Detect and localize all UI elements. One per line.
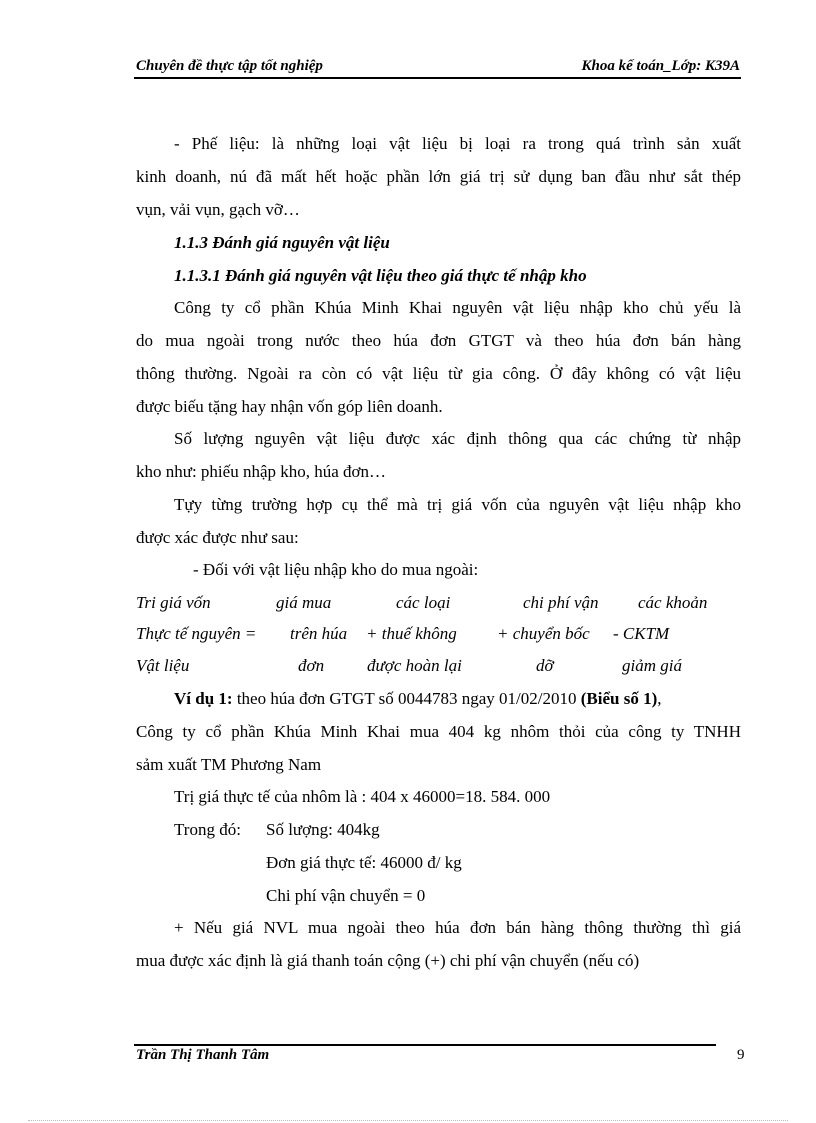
page-number: 9: [737, 1047, 745, 1063]
example-text: theo húa đơn GTGT số 0044783 ngay 01/02/2010: [232, 689, 581, 708]
heading-1-1-3-1: 1.1.3.1 Đánh giá nguyên vật liệu theo giá thực tế nhập kho: [174, 266, 587, 285]
heading-1-1-3: 1.1.3 Đánh giá nguyên vật liệu: [174, 233, 390, 252]
formula-r3c5: giảm giá: [622, 656, 682, 675]
formula-r1c2: giá mua: [276, 593, 332, 612]
formula-r1c5: các khoản: [638, 593, 708, 612]
para2-line1: Công ty cổ phần Khúa Minh Khai nguyên vật liệu nhập kho chủ yếu là: [174, 298, 741, 317]
formula-r3c2: đơn: [298, 656, 325, 675]
para1-line1: - Phế liệu: là những loại vật liệu bị loại ra trong quá trình sản xuất: [174, 134, 741, 153]
formula-r3c1: Vật liệu: [136, 656, 190, 675]
header-rule: [134, 77, 741, 79]
example-ref: (Biểu số 1): [580, 689, 658, 708]
example-line3: sảm xuất TM Phương Nam: [136, 755, 322, 774]
formula-r2c5: - CKTM: [613, 624, 670, 643]
header-left: Chuyên đề thực tập tốt nghiệp: [136, 58, 323, 74]
detail-unit-price: Đơn giá thực tế: 46000 đ/ kg: [266, 853, 462, 872]
para3-line2: kho như: phiếu nhập kho, húa đơn…: [136, 462, 387, 481]
formula-r3c4: dỡ: [536, 656, 554, 675]
formula-r1c4: chi phí vận: [523, 593, 599, 612]
detail-shipping: Chi phí vận chuyển = 0: [266, 886, 426, 905]
value-line: Trị giá thực tế của nhôm là : 404 x 46000=18. 584. 000: [174, 787, 551, 806]
example-comma: ,: [657, 689, 662, 708]
para5-line2: mua được xác định là giá thanh toán cộng (+) chi phí vận chuyển (nếu có): [136, 951, 640, 970]
footer-rule: [134, 1044, 716, 1046]
formula-r2c1: Thực tế nguyên =: [136, 624, 257, 643]
formula-r2c2: trên húa: [290, 624, 348, 643]
example-label: Ví dụ 1:: [174, 689, 233, 708]
formula-r2c4: + chuyển bốc: [497, 624, 590, 643]
para1-line3: vụn, vải vụn, gạch vỡ…: [136, 200, 300, 219]
para2-line2: do mua ngoài trong nước theo húa đơn GTGT và theo húa đơn bán hàng: [136, 331, 741, 350]
page-bottom-dotted-edge: [28, 1120, 788, 1121]
para2-line3: thông thường. Ngoài ra còn có vật liệu từ gia công. Ở đây không có vật liệu: [136, 364, 741, 383]
para4-line2: được xác được như sau:: [136, 528, 299, 547]
para2-line4: được biếu tặng hay nhận vốn góp liên doanh.: [136, 397, 443, 416]
para4-line1: Tựy từng trường hợp cụ thể mà trị giá vốn của nguyên vật liệu nhập kho: [174, 495, 741, 514]
footer-author: Trần Thị Thanh Tâm: [136, 1047, 270, 1063]
formula-r2c3: + thuế không: [366, 624, 457, 643]
detail-quantity: Số lượng: 404kg: [266, 820, 380, 839]
example-line2: Công ty cổ phần Khúa Minh Khai mua 404 kg nhôm thỏi của công ty TNHH: [136, 722, 741, 741]
example-line1: [174, 689, 741, 709]
bullet-mua-ngoai: - Đối với vật liệu nhập kho do mua ngoài:: [193, 560, 479, 579]
formula-r3c3: được hoàn lại: [367, 656, 462, 675]
para5-line1: + Nếu giá NVL mua ngoài theo húa đơn bán hàng thông thường thì giá: [174, 918, 741, 937]
formula-r1c1: Tri giá vốn: [136, 593, 211, 612]
detail-label: Trong đó:: [174, 820, 241, 839]
para1-line2: kinh doanh, nú đã mất hết hoặc phần lớn giá trị sử dụng ban đầu như sắt thép: [136, 167, 741, 186]
para3-line1: Số lượng nguyên vật liệu được xác định thông qua các chứng từ nhập: [174, 429, 741, 448]
header-right: Khoa kế toán_Lớp: K39A: [581, 58, 740, 74]
formula-r1c3: các loại: [396, 593, 451, 612]
